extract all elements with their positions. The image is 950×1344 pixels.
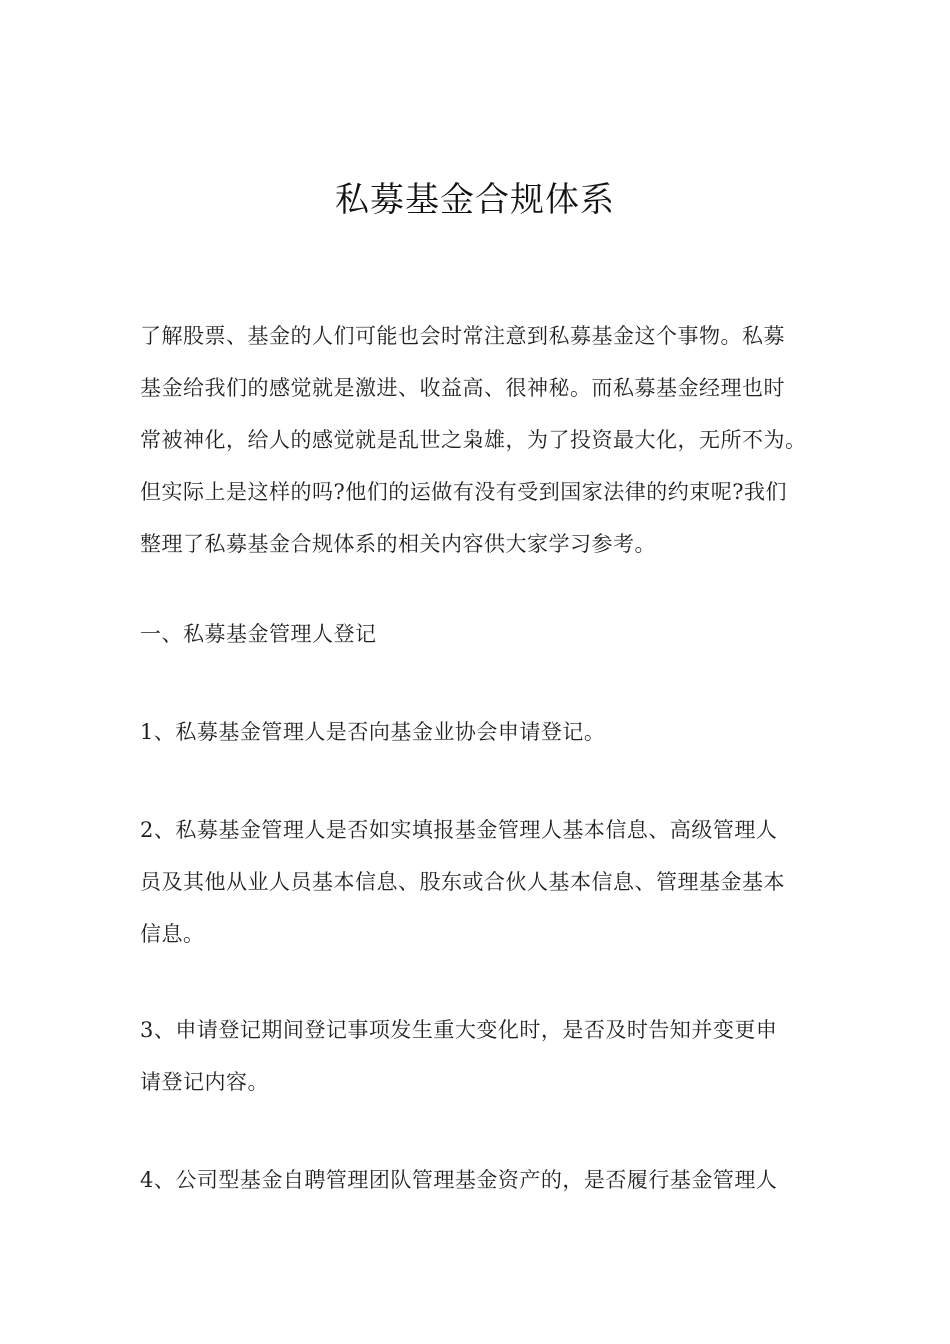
- list-item-line: 员及其他从业人员基本信息、股东或合伙人基本信息、管理基金基本: [140, 870, 785, 894]
- list-item-2: [140, 804, 840, 960]
- intro-line: 但实际上是这样的吗?他们的运做有没有受到国家法律的约束呢?我们: [140, 480, 788, 504]
- intro-line: 了解股票、基金的人们可能也会时常注意到私募基金这个事物。私募: [140, 324, 785, 348]
- section-heading-text: 一、私募基金管理人登记: [140, 622, 377, 646]
- intro-line: 常被神化，给人的感觉就是乱世之枭雄，为了投资最大化，无所不为。: [140, 428, 807, 452]
- intro-line: 整理了私募基金合规体系的相关内容供大家学习参考。: [140, 532, 656, 556]
- document-title: 私募基金合规体系: [335, 180, 615, 220]
- list-item-line: 1、私募基金管理人是否向基金业协会申请登记。: [140, 720, 606, 744]
- list-item-3: [140, 1004, 840, 1108]
- intro-line: 基金给我们的感觉就是激进、收益高、很神秘。而私募基金经理也时: [140, 376, 785, 400]
- list-item-line: 4、公司型基金自聘管理团队管理基金资产的，是否履行基金管理人: [140, 1168, 778, 1192]
- list-item-4: [140, 1154, 840, 1206]
- intro-paragraph: [140, 310, 840, 570]
- list-item-line: 信息。: [140, 922, 205, 946]
- list-item-line: 2、私募基金管理人是否如实填报基金管理人基本信息、高级管理人: [140, 818, 778, 842]
- list-item-line: 3、申请登记期间登记事项发生重大变化时，是否及时告知并变更申: [140, 1018, 778, 1042]
- list-item-line: 请登记内容。: [140, 1070, 269, 1094]
- section-heading: [140, 608, 840, 660]
- list-item-1: [140, 706, 840, 758]
